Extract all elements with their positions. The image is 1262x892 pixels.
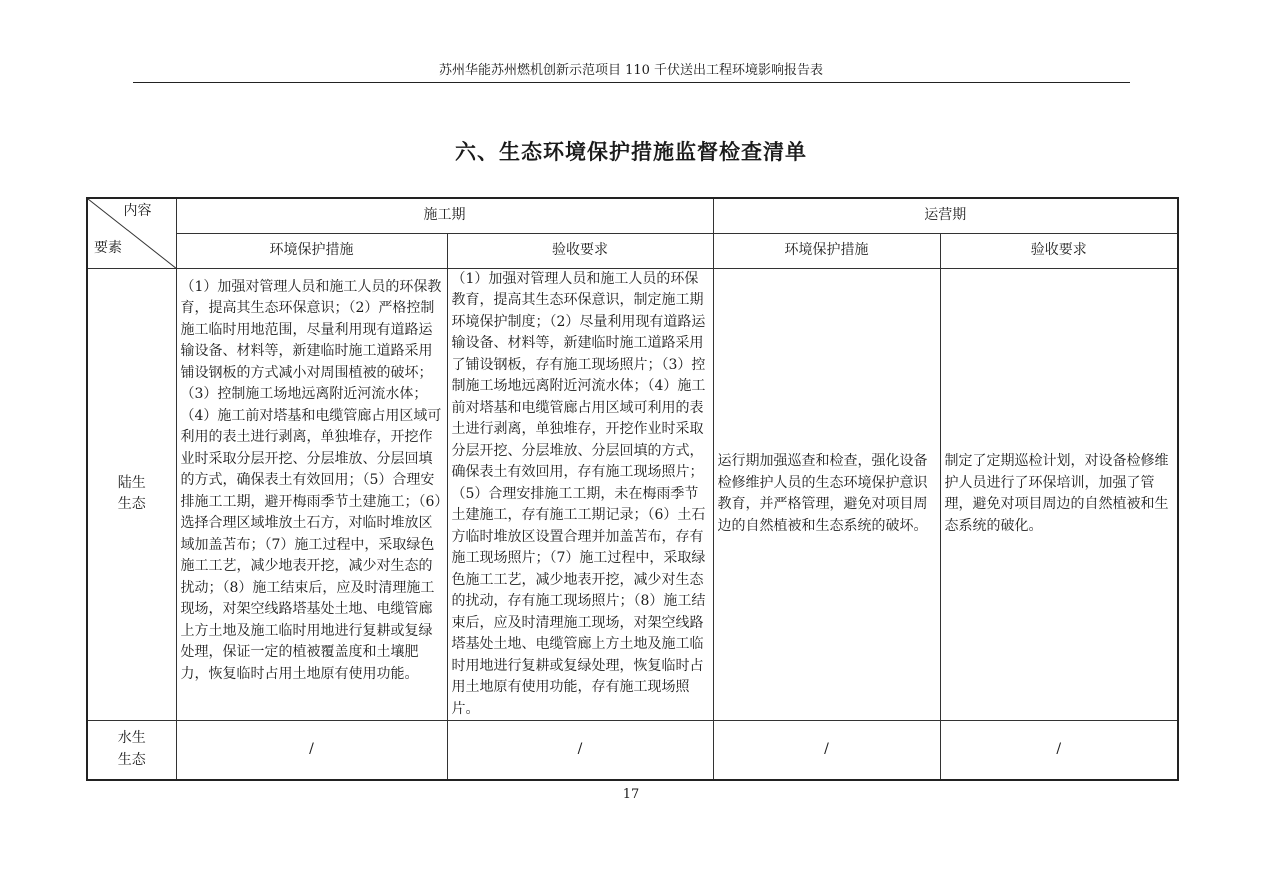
row-label-aquatic-ecology: [87, 721, 176, 780]
running-header: 苏州华能苏州燃机创新示范项目 110 千伏送出工程环境影响报告表: [438, 63, 824, 78]
operation-measures-cell: 运行期加强巡查和检查，强化设备检修维护人员的生态环境保护意识教育，并严格管理，避免对项目周边的自然植被和生态系统的破坏。: [713, 268, 940, 721]
construction-measures-cell: （1）加强对管理人员和施工人员的环保教育，提高其生态环保意识；（2）严格控制施工临时用地范围，尽量利用现有道路运输设备、材料等，新建临时施工道路采用铺设钢板的方式减小对周围植被的破坏；（3）控制施工场地远离附近河流水体；（4）施工前对塔基和电缆管廊占用区域可利用的表土进行剥离，单独堆存，开挖作业时采取分层开挖、分层堆放、分层回填的方式，确保表土有效回用；（5）合理安排施工工期，避开梅雨季节土建施工；（6）选择合理区域堆放土石方，对临时堆放区域加盖苫布；（7）施工过程中，采取绿色施工工艺，减少地表开挖，减少对生态的扰动；（8）施工结束后，应及时清理施工现场，对架空线路塔基处土地、电缆管廊上方土地及施工临时用地进行复耕或复绿处理，保证一定的植被覆盖度和土壤肥力，恢复临时占用土地原有使用功能。: [176, 268, 447, 721]
operation-acceptance-cell: /: [940, 721, 1178, 780]
construction-acceptance-cell: /: [447, 721, 713, 780]
column-header-construction-measures: 环境保护措施: [176, 233, 447, 268]
construction-measures-cell: /: [176, 721, 447, 780]
column-header-operation-acceptance: 验收要求: [940, 233, 1178, 268]
operation-acceptance-cell: 制定了定期巡检计划，对设备检修维护人员进行了环保培训，加强了管理，避免对项目周边的自然植被和生态系统的破化。: [940, 268, 1178, 721]
group-header-construction: 施工期: [176, 198, 713, 233]
row-label-text: 陆生 生态: [117, 474, 146, 513]
table-header-row-groups: [87, 198, 1178, 233]
diagonal-header-cell: [87, 198, 176, 268]
page-title: 六、生态环境保护措施监督检查清单: [455, 140, 807, 164]
row-label-text: 水生 生态: [117, 730, 146, 768]
table-row: [87, 268, 1178, 721]
supervision-checklist-table: [86, 197, 1179, 781]
corner-label-element: 要素: [94, 240, 122, 256]
construction-acceptance-cell: （1）加强对管理人员和施工人员的环保教育，提高其生态环保意识，制定施工期环境保护制度；（2）尽量利用现有道路运输设备、材料等，新建临时施工道路采用了铺设钢板，存有施工现场照片；（3）控制施工场地远离附近河流水体；（4）施工前对塔基和电缆管廊占用区域可利用的表土进行剥离，单独堆存，开挖作业时采取分层开挖、分层堆放、分层回填的方式，确保表土有效回用，存有施工现场照片；（5）合理安排施工工期，未在梅雨季节土建施工，存有施工工期记录；（6）土石方临时堆放区设置合理并加盖苫布，存有施工现场照片；（7）施工过程中，采取绿色施工工艺，减少地表开挖，减少对生态的扰动，存有施工现场照片；（8）施工结束后，应及时清理施工现场，对架空线路塔基处土地、电缆管廊上方土地及施工临时用地进行复耕或复绿处理，恢复临时占用土地原有使用功能，存有施工现场照片。: [447, 268, 713, 721]
operation-measures-cell: /: [713, 721, 940, 780]
corner-label-content: 内容: [123, 203, 152, 219]
column-header-construction-acceptance: 验收要求: [447, 233, 713, 268]
row-label-terrestrial-ecology: [87, 268, 176, 721]
group-header-operation: 运营期: [713, 198, 1178, 233]
column-header-operation-measures: 环境保护措施: [713, 233, 940, 268]
table-row: [87, 721, 1178, 780]
header-rule: [133, 82, 1130, 83]
page-number: 17: [622, 787, 640, 802]
table-header-row-columns: [87, 233, 1178, 268]
